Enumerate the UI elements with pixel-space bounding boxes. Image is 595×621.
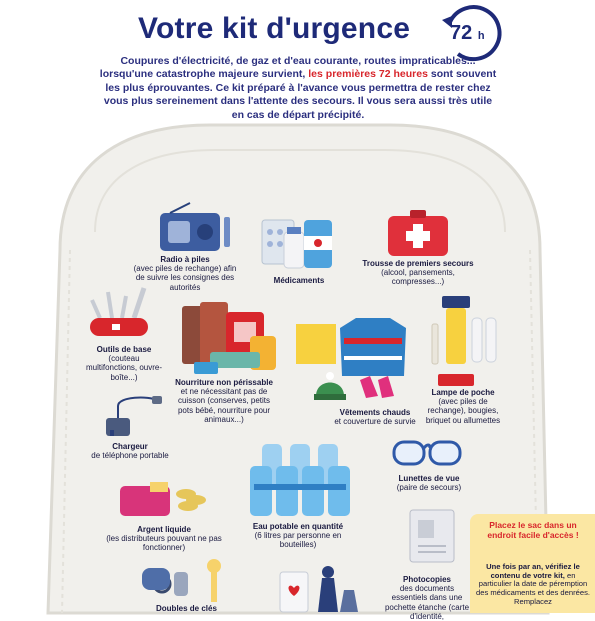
item-lunettes-desc: (paire de secours): [396, 483, 462, 493]
intro-highlight: les premières 72 heures: [308, 68, 428, 81]
item-vetements-desc: et couverture de survie: [334, 417, 416, 427]
item-nourriture-name: Nourriture non périssable: [175, 378, 273, 387]
item-radio-desc: (avec piles de rechange) afin de suivre les consignes des autorités: [133, 264, 237, 292]
item-lampe-desc: (avec piles de rechange), bougies, briquet ou allumettes: [425, 397, 501, 425]
intro-part-2: sont souvent les plus éprouvantes. Ce kit préparé à l'avance vous permettra de rester chez vous plus sereinement dans l'attente des secours. Il vous sera aussi très utile en cas de départ précipité.: [103, 68, 497, 121]
reminder-note-title: Placez le sac dans un endroit facile d'accès !: [487, 520, 579, 540]
first-aid-kit-icon: [388, 210, 448, 256]
medicine-icon: [262, 220, 332, 268]
item-radio: [130, 255, 240, 292]
item-lampe-name: Lampe de poche: [431, 388, 495, 397]
item-chargeur-desc: de téléphone portable: [91, 451, 169, 461]
clock-label: [450, 22, 485, 45]
item-argent-desc: (les distributeurs pouvant ne pas fonctionner): [106, 534, 222, 553]
item-photocopies: [384, 575, 470, 621]
intro-part-1: Coupures d'électricité, de gaz et d'eau courante, routes impraticables... lorsqu'une catastrophe majeure survient,: [99, 55, 476, 81]
reminder-note-body-text: en particulier la date de péremption des médicaments et des denrées. Remplacez: [476, 570, 590, 606]
item-lunettes: [384, 474, 474, 492]
item-medicaments: [254, 276, 344, 285]
item-argent: [106, 525, 222, 553]
item-lampe: [422, 388, 504, 425]
item-doubles-name: Doubles de clés: [156, 604, 217, 613]
item-photocopies-desc: des documents essentiels dans une pochette étanche (carte d'identité,: [384, 584, 470, 621]
header: [0, 4, 595, 54]
reminder-note-body: [476, 563, 590, 607]
food-cans-icon: [182, 302, 276, 374]
item-nourriture-desc: et ne nécessitant pas de cuisson (conserves, petits pots bébé, nourriture pour animaux...): [177, 387, 271, 424]
item-doubles: [156, 604, 217, 613]
item-nourriture: [172, 378, 276, 424]
page-title: Votre kit d'urgence: [138, 12, 411, 45]
item-vetements: [320, 408, 430, 426]
item-lunettes-name: Lunettes de vue: [398, 474, 460, 483]
item-eau-desc: (6 litres par personne en bouteilles): [254, 531, 342, 550]
item-eau: [246, 522, 350, 550]
item-vetements-name: Vêtements chauds: [339, 408, 411, 417]
item-outils-name: Outils de base: [96, 345, 152, 354]
item-chargeur-name: Chargeur: [112, 442, 148, 451]
clock-unit: h: [477, 30, 485, 42]
item-radio-name: Radio à piles: [160, 255, 210, 264]
item-argent-name: Argent liquide: [137, 525, 191, 534]
item-trousse: [360, 259, 476, 287]
clock-value: 72: [450, 22, 473, 44]
item-photocopies-name: Photocopies: [402, 575, 451, 584]
item-chargeur: [82, 442, 178, 460]
item-eau-name: Eau potable en quantité: [252, 522, 344, 531]
item-trousse-name: Trousse de premiers secours: [362, 259, 474, 268]
documents-icon: [410, 510, 454, 562]
reminder-note-body-bold: Une fois par an, vérifiez le contenu de votre kit,: [486, 562, 580, 580]
item-medicaments-name: Médicaments: [273, 276, 325, 285]
item-outils: [82, 345, 166, 382]
item-outils-desc: (couteau multifonctions, ouvre-boîte...): [85, 354, 163, 382]
intro-text: [98, 55, 498, 122]
item-trousse-desc: (alcool, pansements, compresses...): [381, 268, 455, 287]
